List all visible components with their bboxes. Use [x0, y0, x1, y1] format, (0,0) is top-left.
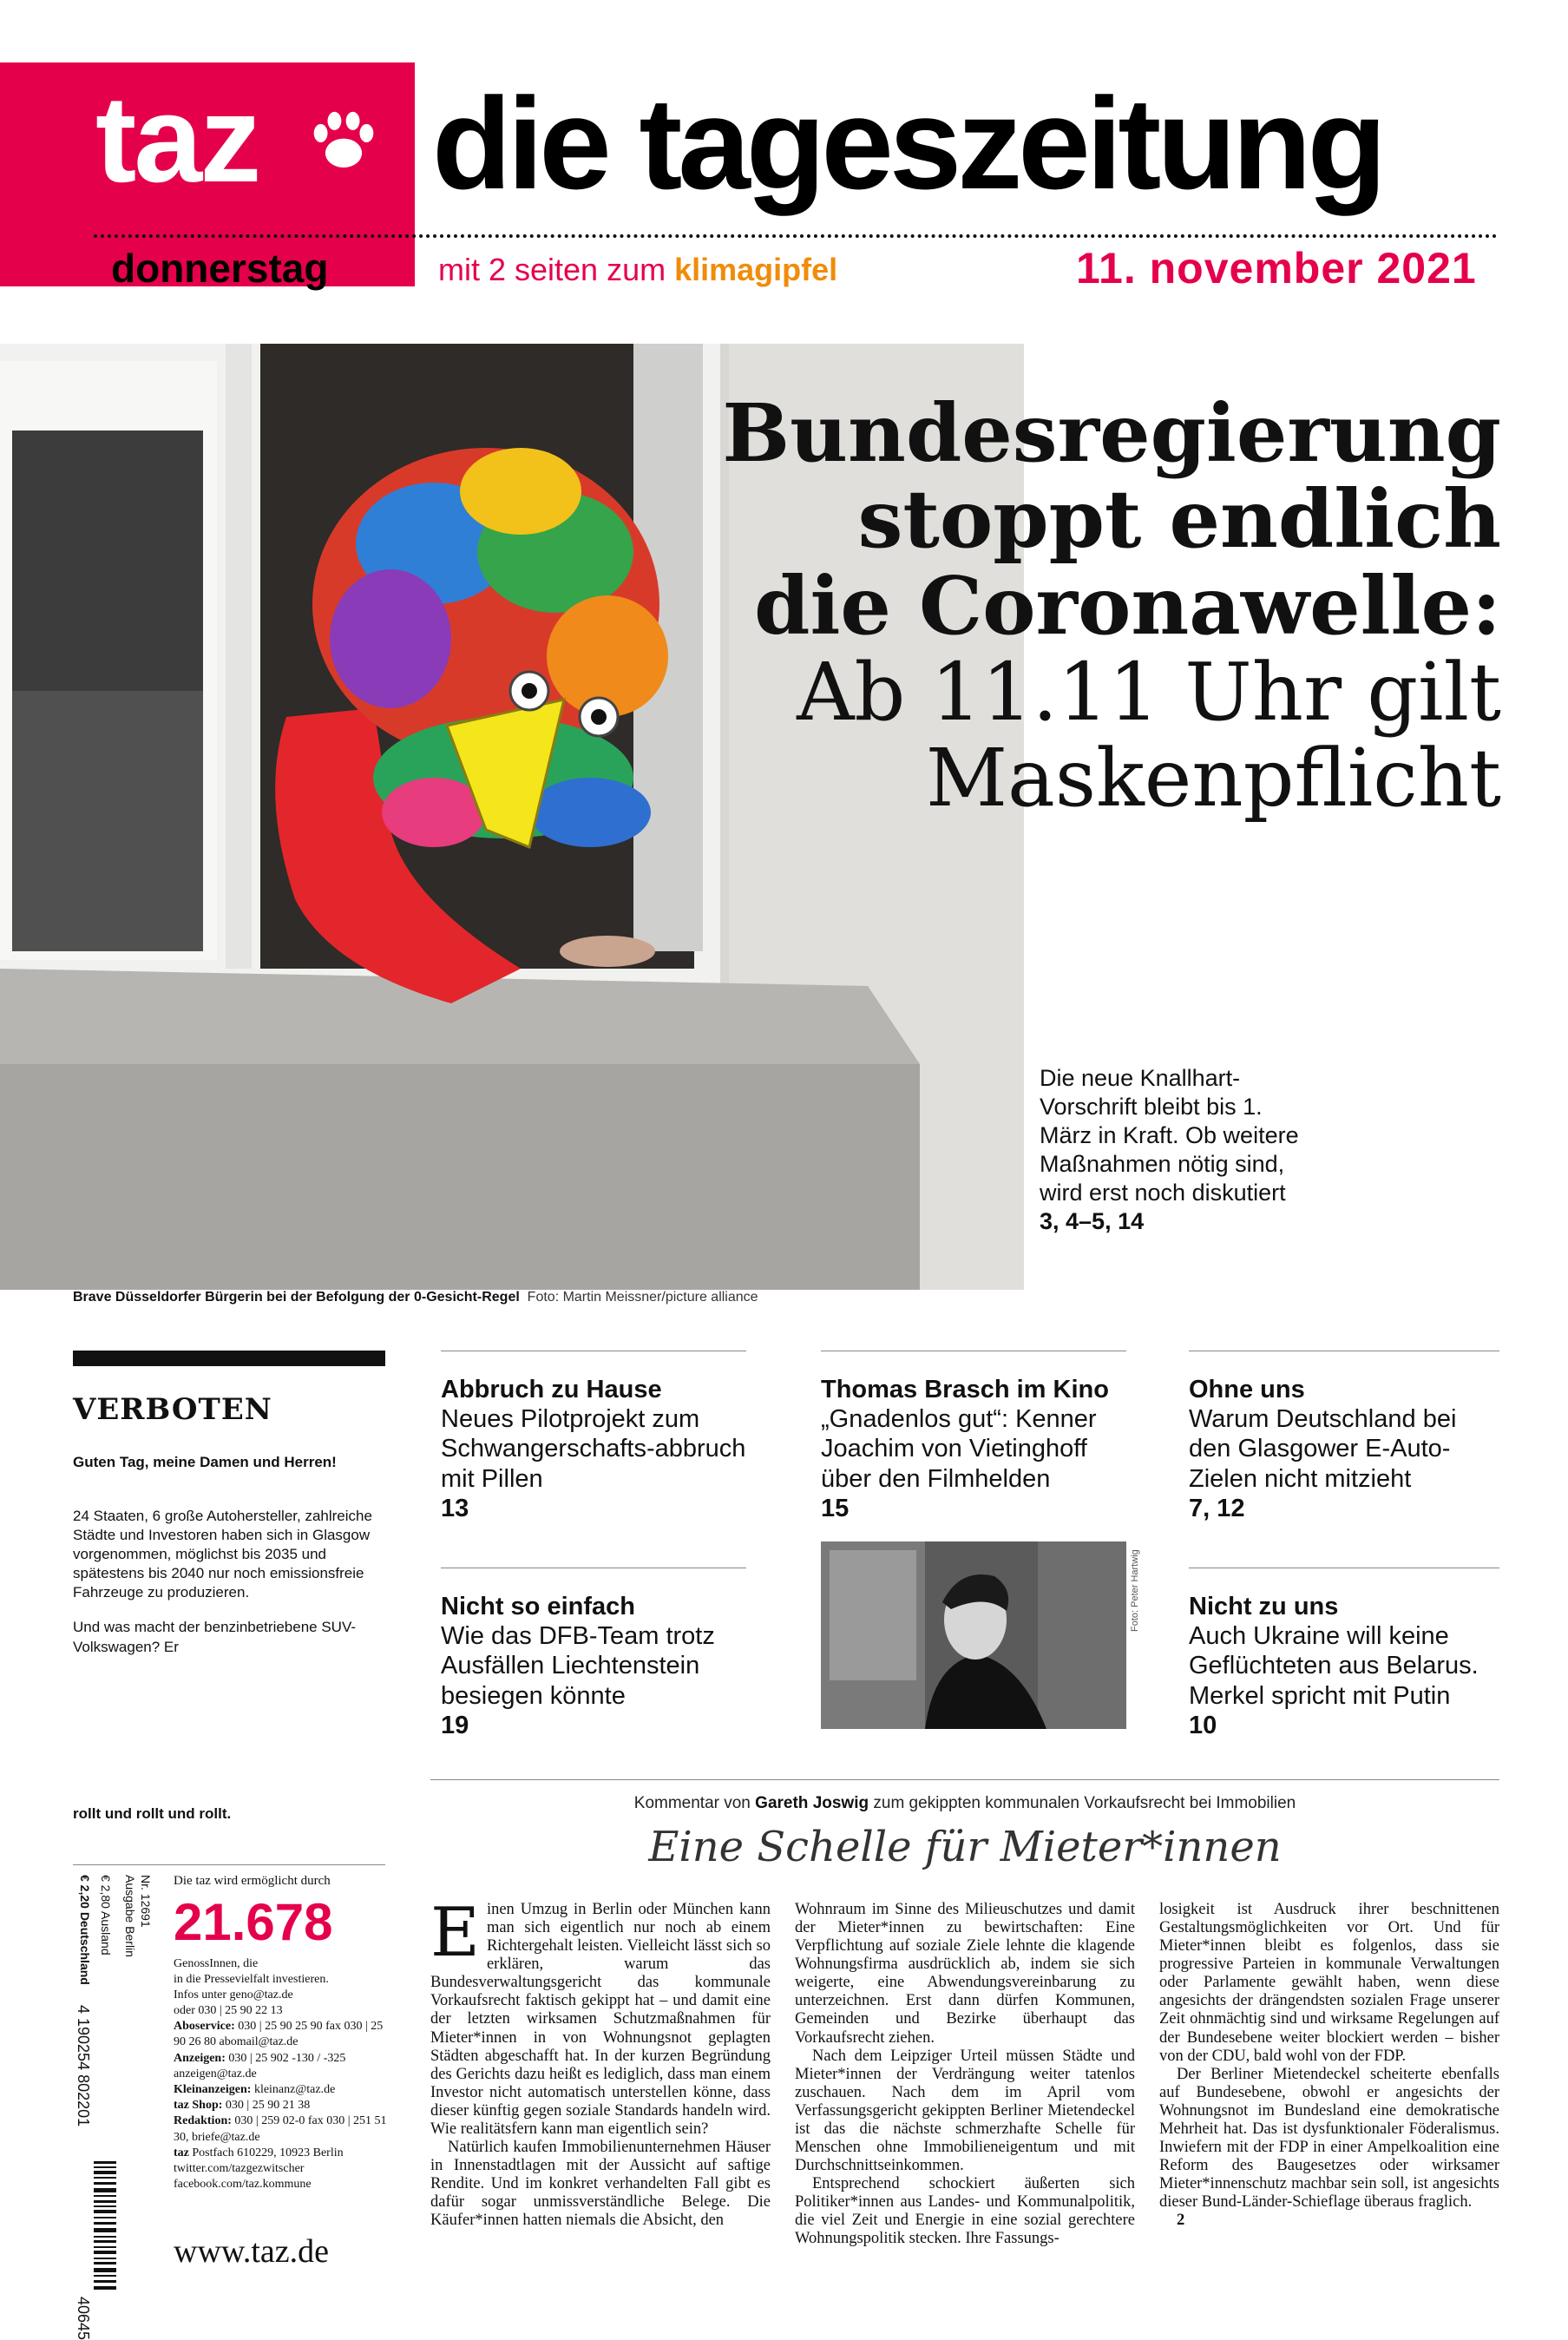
masthead-teaser-text: mit 2 seiten zum	[438, 252, 675, 287]
photo-caption-text: Brave Düsseldorfer Bürgerin bei der Befolgung der 0-Gesicht-Regel	[73, 1290, 520, 1305]
taz-logo: taz	[95, 70, 259, 208]
barcode-block	[73, 1875, 116, 2340]
comment-title: Eine Schelle für Mieter*innen	[648, 1823, 1282, 1871]
teaser-kicker: Ohne uns	[1189, 1376, 1305, 1403]
website-link[interactable]: www.taz.de	[174, 2233, 330, 2270]
teaser-kicker: Abbruch zu Hause	[441, 1376, 662, 1403]
comment-intro-prefix: Kommentar von	[633, 1794, 756, 1812]
barcode-suffix: 40645	[75, 2297, 92, 2340]
lead-subtext-body: Die neue Knallhart-Vorschrift bleibt bis 1. März in Kraft. Ob weitere Maßnahmen nötig sind, wird erst noch diskutiert	[1040, 1065, 1299, 1206]
imprint-contact: taz Postfach 610229, 10923 Berlin twitter.com/tazgezwitscher facebook.com/taz.kommune	[174, 2146, 344, 2192]
verboten-paragraph: 24 Staaten, 6 große Autohersteller, zahlreiche Städte und Investoren haben sich in Glasgow vorgenommen, möglichst bis 2035 und spätestens bis 2040 nur noch emissionsfreie Fahrzeuge zu produzieren.	[73, 1508, 372, 1601]
teaser-kicker: Thomas Brasch im Kino	[821, 1376, 1109, 1403]
price-germany: € 2,20 Deutschland	[78, 1875, 92, 1985]
brasch-photo-credit: Foto: Peter Hartwig	[1130, 1549, 1140, 1632]
teaser-pages: 19	[441, 1711, 469, 1739]
masthead-teaser	[438, 252, 837, 288]
lead-page-ref: 3, 4–5, 14	[1040, 1207, 1145, 1234]
imprint-line: oder 030 | 25 90 22 13	[174, 2004, 283, 2018]
teaser-pages: 10	[1189, 1711, 1217, 1739]
comment-column-2	[795, 1901, 1135, 2283]
headline-line: Ab 11.11 Uhr gilt	[797, 646, 1501, 739]
imprint-line: GenossInnen, die	[174, 1956, 259, 1970]
teaser-text: „Gnadenlos gut“: Kenner Joachim von Vietinghoff über den Filmhelden	[821, 1405, 1097, 1493]
issue-number: Nr. 12691	[139, 1875, 153, 1928]
edition-label: Ausgabe Berlin	[123, 1875, 137, 1957]
barcode-icon	[94, 2161, 116, 2291]
comment-paragraph: Nach dem Leipziger Urteil müssen Städte und Mieter*innen der Verdrängung weiter tatenlos zuschauen. Nach dem im April vom Verfassungsgericht gekippten Berliner Mietendeckel ist das die nächste schmerzhafte Schelle für Menschen ohne Immobilieneigentum und mit Durchschnittseinkommen.	[795, 2047, 1135, 2175]
headline-line: stoppt endlich	[857, 472, 1501, 567]
brasch-photo	[821, 1541, 1126, 1729]
price-abroad: € 2,80 Ausland	[99, 1875, 113, 1955]
imprint-line: Infos unter geno@taz.de	[174, 1988, 293, 2001]
photo-caption	[73, 1290, 758, 1305]
teaser-kicker: Nicht zu uns	[1189, 1593, 1339, 1620]
barcode-number: 4 190254 802201	[75, 2005, 92, 2127]
comment-column-3	[1159, 1901, 1499, 2283]
teaser-text: Auch Ukraine will keine Geflüchteten aus Belarus. Merkel spricht mit Putin	[1189, 1622, 1479, 1710]
comment-paragraph: inen Umzug in Berlin oder München kann man sich eigentlich nur noch ab einem Richtergehalt leisten. Vielleicht lässt sich so erklären, warum das Bundesverwaltungsgericht das kommunale Vorkaufsrecht faktisch gekippt hat – und damit eine der letzten wirksamen Schutzmaßnahmen für Mieter*innen in von Wohnungsnot geplagten Städten abgeschafft hat. In der kurzen Begründung des Gerichts dazu heißt es lediglich, dass man einem Investor nicht automatisch unterstellen könne, dass dieser künftig gegen soziale Standards handeln wird. Wie realitätsfern kann man eigentlich sein?	[430, 1901, 771, 2138]
edition-block	[121, 1875, 156, 2048]
teaser-text: Wie das DFB-Team trotz Ausfällen Liechtenstein besiegen könnte	[441, 1622, 715, 1710]
verboten-title: VERBOTEN	[73, 1392, 272, 1427]
comment-paragraph: Natürlich kaufen Immobilienunternehmen Häuser in Innenstadtlagen mit der Aussicht auf saftige Rendite. Und im konkret verhandelten Fall gibt es dafür sogar unmissverständliche Belege. Die Käufer*innen hatten niemals die Absicht, den	[430, 2139, 771, 2230]
headline-line: Maskenpflicht	[925, 732, 1501, 825]
weekday-label: donnerstag	[111, 246, 329, 291]
masthead-title: die tageszeitung	[432, 70, 1383, 216]
comment-intro	[430, 1794, 1499, 1813]
photo-credit: Foto: Martin Meissner/picture alliance	[527, 1290, 758, 1305]
comment-paragraph: Der Berliner Mietendeckel scheiterte ebenfalls auf Bundesebene, obwohl er angesichts der Wohnungsnot im Bundesland eine demokratische Mehrheit hat. Das ist dysfunktionaler Föderalismus. Inwiefern mit der FDP in einer Ampelkoalition eine Reform des Baugesetzes oder wirksamer Mieter*innenschutz machbar sein soll, ist angesichts dieser Bund-Länder-Schieflage überaus fraglich.	[1159, 2065, 1499, 2212]
paw-icon	[305, 104, 382, 181]
comment-paragraph: Entsprechend schockiert äußerten sich Politiker*innen aus Landes- und Kommunalpolitik, die viel Zeit und Energie in eine sozial gerechtere Wohnungspolitik stecken. Ihre Fassungs-	[795, 2175, 1135, 2248]
teaser-abbruch[interactable]	[441, 1375, 746, 1523]
teaser-pages: 7, 12	[1189, 1494, 1245, 1522]
headline-line: die Coronawelle:	[754, 558, 1501, 653]
teaser-pages: 15	[821, 1494, 850, 1522]
issue-date: 11. november 2021	[1076, 244, 1477, 292]
imprint-contact: Redaktion: 030 | 259 02-0 fax 030 | 251 51 30, briefe@taz.de	[174, 2114, 387, 2144]
imprint-contact: Aboservice: 030 | 25 90 25 90 fax 030 | 25 90 26 80 abomail@taz.de	[174, 2020, 384, 2049]
comment-divider	[430, 1779, 1499, 1780]
lead-subtext	[1040, 1064, 1300, 1236]
lead-headline	[642, 386, 1501, 825]
comment-author: Gareth Joswig	[755, 1794, 869, 1812]
teaser-pages: 13	[441, 1494, 469, 1522]
comment-paragraph: Wohnraum im Sinne des Milieuschutzes und damit der Mieter*innen zu bewirtschaften: Eine Verpflichtung auf soziale Ziele lehnte die klagende Wohnungsfirma ausdrücklich ab, indem sie sich weigerte, eine Abwendungsvereinbarung zu unterzeichnen. Erst dann dürfen Kommunen, Gemeinden und Bezirke überhaupt das Vorkaufsrecht ziehen.	[795, 1901, 1135, 2047]
verboten-bar	[73, 1351, 385, 1366]
teaser-ohne-uns[interactable]	[1189, 1375, 1499, 1523]
masthead-teaser-highlight: klimagipfel	[674, 252, 838, 287]
teaser-dfb[interactable]	[441, 1592, 746, 1740]
imprint-sponsor: Die taz wird ermöglicht durch	[174, 1874, 331, 1888]
verboten-closing: rollt und rollt und rollt.	[73, 1805, 232, 1822]
teaser-brasch[interactable]	[821, 1375, 1126, 1523]
teaser-kicker: Nicht so einfach	[441, 1593, 635, 1620]
headline-line: Bundesregierung	[722, 386, 1501, 480]
comment-column-1	[430, 1901, 771, 2283]
verboten-greeting: Guten Tag, meine Damen und Herren!	[73, 1454, 337, 1470]
imprint-rule	[73, 1864, 385, 1865]
masthead-divider	[94, 234, 1498, 238]
verboten-body	[73, 1507, 385, 1673]
cooperative-count: 21.678	[174, 1892, 333, 1951]
teaser-text: Warum Deutschland bei den Glasgower E-Auto-Zielen nicht mitzieht	[1189, 1405, 1457, 1493]
imprint	[174, 1873, 390, 2192]
imprint-contact: taz Shop: 030 | 25 90 21 38	[174, 2099, 311, 2113]
imprint-contact: Kleinanzeigen: kleinanz@taz.de	[174, 2083, 336, 2096]
comment-dropcap: E	[430, 1901, 480, 1972]
comment-page-ref: 2	[1177, 2212, 1185, 2230]
comment-paragraph: losigkeit ist Ausdruck ihrer beschnittenen Gestaltungsmöglichkeiten vor Ort. Und für Mieter*innen bleibt es folgenlos, dass sie progressive Parteien in kommunale Verwaltungen oder Parlamente gewählt haben, wenn diese angesichts der drängendsten sozialen Frage unserer Zeit ohnmächtig sind und wirksame Regelungen auf der Bundesebene weiter blockiert werden – bisher von der CDU, bald wohl von der FDP.	[1159, 1901, 1499, 2065]
imprint-line: in die Pressevielfalt investieren.	[174, 1972, 329, 1986]
comment-intro-suffix: zum gekippten kommunalen Vorkaufsrecht bei Immobilien	[869, 1794, 1296, 1812]
verboten-paragraph: Und was macht der benzinbetriebene SUV-Volkswagen? Er	[73, 1619, 357, 1655]
teaser-nicht-zu-uns[interactable]	[1189, 1592, 1499, 1740]
imprint-contact: Anzeigen: 030 | 25 902 -130 / -325 anzeigen@taz.de	[174, 2051, 346, 2080]
teaser-text: Neues Pilotprojekt zum Schwangerschafts-abbruch mit Pillen	[441, 1405, 746, 1493]
